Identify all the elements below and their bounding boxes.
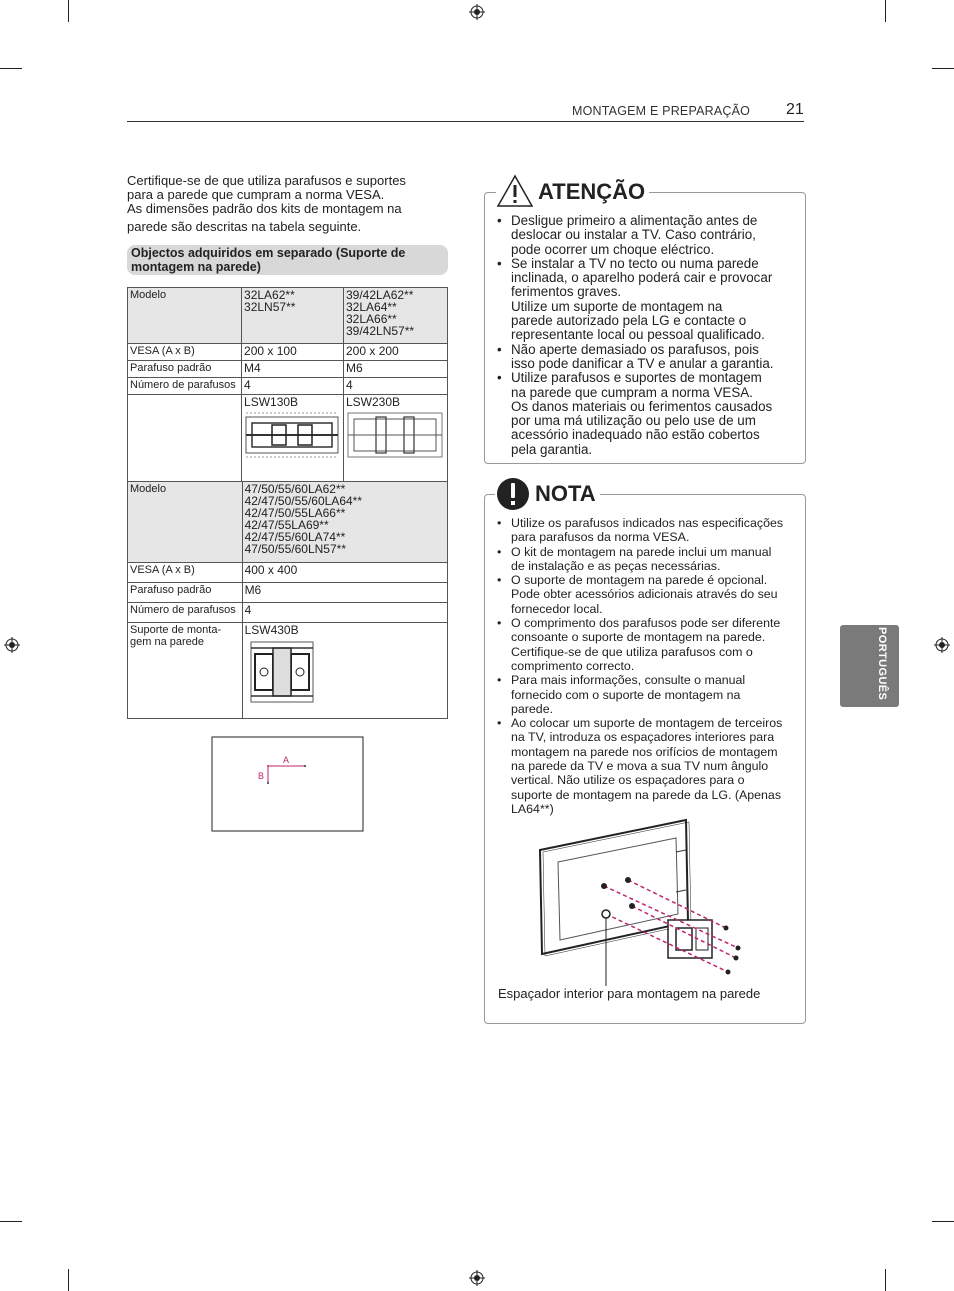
list-line: Certifique-se de que utiliza parafusos com o: [511, 644, 753, 659]
list-item: [496, 573, 802, 616]
table-cell: Modelo: [128, 482, 243, 563]
table-row: [128, 395, 448, 482]
list-line: na TV, introduza os espaçadores interiores para: [511, 730, 775, 745]
spec-table-1: [127, 287, 448, 482]
table-row: [128, 344, 448, 361]
list-line: deslocar ou instalar a TV. Caso contrário,: [511, 227, 756, 243]
table-cell: Número de parafusos: [128, 603, 243, 623]
table-cell: [242, 482, 447, 563]
table-row: [128, 361, 448, 378]
header-rule: [127, 121, 804, 122]
list-item: [496, 343, 802, 372]
list-item: [496, 516, 802, 545]
bracket-name: LSW430B: [244, 623, 299, 637]
list-line: parede.: [511, 701, 554, 716]
section-title: MONTAGEM E PREPARAÇÃO: [572, 104, 751, 118]
spec-table-2: [127, 481, 448, 719]
warning-triangle-icon: [496, 174, 534, 208]
list-line: comprimento correcto.: [511, 658, 635, 673]
table-row: [128, 563, 448, 583]
bracket-name: LSW230B: [346, 395, 401, 409]
registration-mark-icon: [934, 637, 950, 653]
list-item: [496, 545, 802, 574]
list-line: na parede que cumpram a norma VESA.: [511, 384, 753, 400]
list-item: [496, 716, 802, 816]
registration-mark-icon: [4, 637, 20, 653]
list-item: [496, 214, 802, 257]
table-cell: [242, 288, 344, 344]
table-cell: Modelo: [128, 288, 242, 344]
language-tab: [840, 625, 899, 707]
bracket-name: LSW130B: [244, 395, 299, 409]
list-line: • Desligue primeiro a alimentação antes de: [511, 213, 758, 228]
vesa-diagram: [211, 736, 364, 832]
dimension-b-label: B: [258, 771, 265, 781]
table-cell: M4: [242, 361, 344, 378]
crop-mark: [932, 1221, 954, 1222]
model-code: 39/42LN57**: [346, 324, 415, 338]
crop-mark: [885, 1269, 886, 1291]
lsw230b-bracket-image: [346, 409, 444, 461]
model-code: 32LA66**: [346, 312, 397, 326]
table-row: [128, 583, 448, 603]
crop-mark: [0, 1221, 22, 1222]
list-item: [496, 673, 802, 716]
crop-mark: [885, 0, 886, 22]
intro-line: Certifique-se de que utiliza parafusos e suportes: [127, 173, 406, 188]
list-line: acessório inadequado não estão cobertos: [511, 427, 760, 443]
model-code: 42/47/50/55/60LA64**: [244, 494, 363, 508]
note-list: [496, 516, 802, 816]
crop-mark: [68, 1269, 69, 1291]
intro-line: As dimensões padrão dos kits de montagem na: [127, 201, 402, 216]
separate-items-heading: [127, 245, 448, 275]
list-line: ferimentos graves.: [511, 284, 622, 300]
table-cell: 4: [344, 378, 448, 395]
list-item: [496, 257, 802, 343]
attention-title: ATENÇÃO: [534, 179, 649, 205]
crop-mark: [0, 68, 22, 69]
list-line: pela garantia.: [511, 441, 593, 457]
language-tab-label: PORTUGUÊS: [876, 627, 888, 701]
table-cell: [242, 395, 344, 482]
lsw130b-bracket-image: [244, 411, 340, 459]
table-row: [128, 378, 448, 395]
table-cell: [344, 395, 448, 482]
dimension-a-label: A: [283, 755, 290, 765]
table-cell: Parafuso padrão: [128, 583, 243, 603]
list-line: fornecedor local.: [511, 601, 603, 616]
table-row: [128, 623, 448, 719]
table-cell: Parafuso padrão: [128, 361, 242, 378]
list-line: LA64**): [511, 801, 554, 816]
list-line: • Ao colocar um suporte de montagem de terceiros: [511, 716, 783, 731]
list-line: • O comprimento dos parafusos pode ser diferente: [511, 616, 781, 631]
crop-mark: [932, 68, 954, 69]
intro-line: parede são descritas na tabela seguinte.: [127, 219, 362, 234]
table-cell: [344, 288, 448, 344]
list-line: • O suporte de montagem na parede é opcional.: [511, 573, 768, 588]
model-code: 32LA64**: [346, 300, 397, 314]
attention-list: [496, 214, 802, 457]
list-line: • Para mais informações, consulte o manual: [511, 673, 746, 688]
bracket-label-line: Suporte de monta-: [130, 624, 222, 636]
model-code: 42/47/55/60LA74**: [244, 530, 346, 544]
table-cell: Número de parafusos: [128, 378, 242, 395]
list-line: representante local ou pessoal qualificado.: [511, 327, 765, 343]
model-code: 42/47/50/55LA66**: [244, 506, 346, 520]
table-cell: 4: [242, 378, 344, 395]
table-cell: VESA (A x B): [128, 344, 242, 361]
list-line: por uma má utilização ou pelo use de um: [511, 413, 756, 429]
list-line: • Utilize os parafusos indicados nas especificações: [511, 516, 784, 530]
list-item: [496, 616, 802, 673]
table-cell: [242, 623, 447, 719]
registration-mark-icon: [469, 4, 485, 20]
list-item: [496, 371, 802, 457]
intro-text: [127, 174, 447, 234]
bracket-label-line: gem na parede: [130, 636, 204, 648]
table-cell: [128, 623, 243, 719]
list-line: parede autorizado pela LG e contacte o: [511, 313, 747, 329]
list-line: inclinada, o aparelho poderá cair e provocar: [511, 270, 773, 286]
spacer-caption: Espaçador interior para montagem na parede: [498, 986, 761, 1001]
model-code: 42/47/55LA69**: [244, 518, 329, 532]
table-cell: M6: [242, 583, 447, 603]
table-row: [128, 288, 448, 344]
pill-line: Objectos adquiridos em separado (Suporte de: [131, 246, 406, 260]
table-cell: 400 x 400: [242, 563, 447, 583]
model-code: 47/50/55/60LN57**: [244, 542, 346, 556]
table-cell: 200 x 200: [344, 344, 448, 361]
list-line: pode ocorrer um choque eléctrico.: [511, 241, 715, 257]
list-line: • Utilize parafusos e suportes de montagem: [511, 370, 762, 386]
page-number: 21: [786, 101, 804, 118]
note-title: NOTA: [531, 481, 600, 507]
list-line: montagem na parede nos orifícios de montagem: [511, 744, 778, 759]
lsw430b-bracket-image: [249, 638, 315, 706]
list-line: Pode obter acessórios adicionais através do seu: [511, 587, 778, 602]
intro-line: para a parede que cumpram a norma VESA.: [127, 187, 385, 202]
pill-line: montagem na parede): [131, 260, 261, 274]
model-code: 32LN57**: [244, 300, 296, 314]
exclamation-circle-icon: [495, 476, 531, 512]
tv-back-spacer-illustration: [536, 818, 748, 988]
list-line: Utilize um suporte de montagem na: [511, 298, 723, 314]
list-line: na parede da TV e mova a sua TV num ângulo: [511, 759, 769, 774]
table-cell: M6: [344, 361, 448, 378]
list-line: • O kit de montagem na parede inclui um manual: [511, 544, 772, 559]
list-line: para parafusos da norma VESA.: [511, 530, 690, 545]
list-line: isso pode danificar a TV e anular a garantia.: [511, 355, 774, 371]
table-cell: VESA (A x B): [128, 563, 243, 583]
table-cell: [128, 395, 242, 482]
list-line: de instalação e as peças necessárias.: [511, 558, 721, 573]
model-code: 32LA62**: [244, 288, 295, 302]
list-line: vertical. Não utilize os espaçadores para o: [511, 773, 745, 788]
list-line: • Se instalar a TV no tecto ou numa parede: [511, 255, 759, 271]
table-cell: 200 x 100: [242, 344, 344, 361]
list-line: consoante o suporte de montagem na parede.: [511, 630, 766, 645]
model-code: 39/42LA62**: [346, 288, 414, 302]
crop-mark: [68, 0, 69, 22]
table-row: [128, 603, 448, 623]
list-line: • Não aperte demasiado os parafusos, pois: [511, 341, 759, 357]
list-line: fornecido com o suporte de montagem na: [511, 687, 741, 702]
list-line: Os danos materiais ou ferimentos causados: [511, 398, 773, 414]
list-line: suporte de montagem na parede da LG. (Apenas: [511, 787, 782, 802]
model-code: 47/50/55/60LA62**: [244, 482, 346, 496]
table-row: [128, 482, 448, 563]
table-cell: 4: [242, 603, 447, 623]
registration-mark-icon: [469, 1270, 485, 1286]
